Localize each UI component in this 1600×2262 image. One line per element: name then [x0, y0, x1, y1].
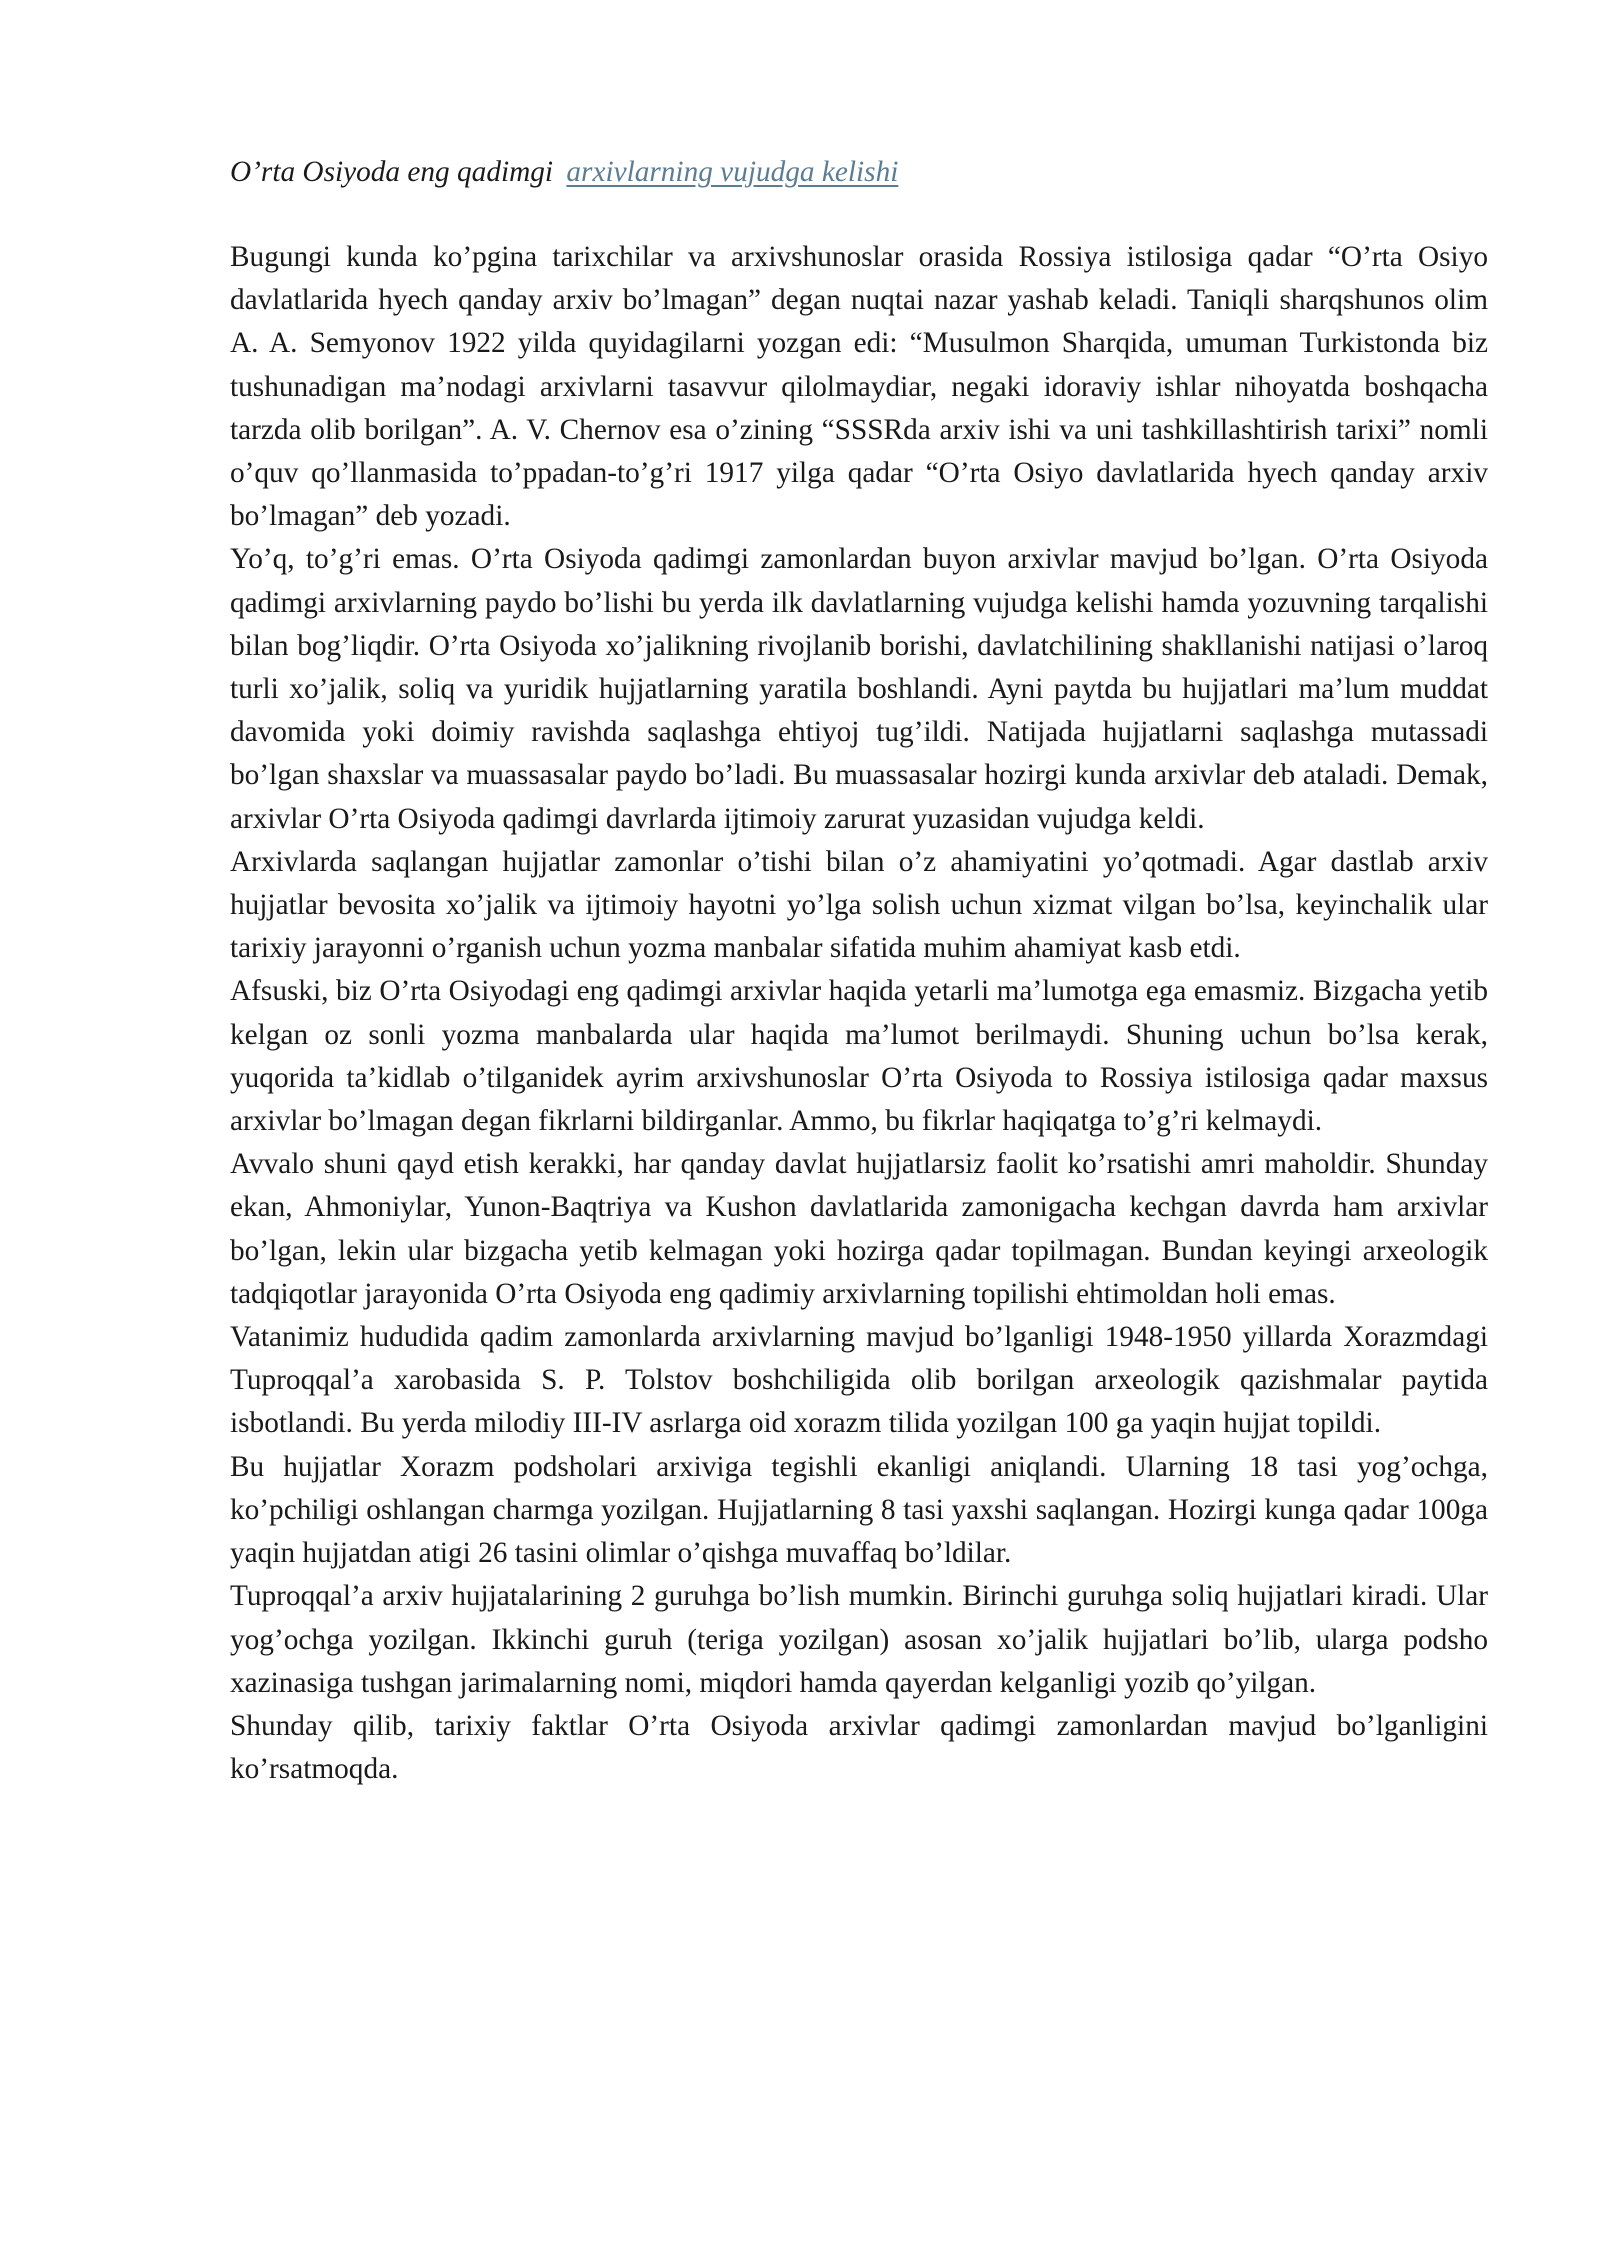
document-body — [230, 150, 1488, 1791]
paragraph-9: Shunday qilib, tarixiy faktlar O’rta Osiyoda arxivlar qadimgi zamonlardan mavjud bo’lganligini ko’rsatmoqda. — [230, 1709, 1488, 1786]
paragraph-8: Tuproqqal’a arxiv hujjatalarining 2 guruhga bo’lish mumkin. Birinchi guruhga soliq hujjatlari kiradi. Ular yog’ochga yozilgan. Ikkinchi guruh (teriga yozilgan) asosan xo’jalik hujjatlari bo’lib, ularga podsho xazinasiga tushgan jarimalarning nomi, miqdori hamda qayerdan kelganligi yozib qo’yilgan. — [230, 1580, 1488, 1699]
title-text: O’rta Osiyoda eng qadimgi — [230, 156, 554, 188]
paragraph-2: Yo’q, to’g’ri emas. O’rta Osiyoda qadimgi zamonlardan buyon arxivlar mavjud bo’lgan. O’rta Osiyoda qadimgi arxivlarning paydo bo’lishi bu yerda ilk davlatlarning vujudga kelishi hamda yozuvning tarqalishi bilan bog’liqdir. O’rta Osiyoda xo’jalikning rivojlanib borishi, davlatchilining shakllanishi natijasi o’laroq turli xo’jalik, soliq va yuridik hujjatlarning yaratila boshlandi. Ayni paytda bu hujjatlari ma’lum muddat davomida yoki doimiy ravishda saqlashga ehtiyoj tug’ildi. Natijada hujjatlarni saqlashga mutassadi bo’lgan shaxslar va muassasalar paydo bo’ladi. Bu muassasalar hozirgi kunda arxivlar deb ataladi. Demak, arxivlar O’rta Osiyoda qadimgi davrlarda ijtimoiy zarurat yuzasidan vujudga keldi. — [230, 543, 1488, 835]
paragraph-4: Afsuski, biz O’rta Osiyodagi eng qadimgi arxivlar haqida yetarli ma’lumotga ega emasmiz. Bizgacha yetib kelgan oz sonli yozma manbalarda ular haqida ma’lumot berilmaydi. Shuning uchun bo’lsa kerak, yuqorida ta’kidlab o’tilganidek ayrim arxivshunoslar O’rta Osiyoda to Rossiya istilosiga qadar maxsus arxivlar bo’lmagan degan fikrlarni bildirganlar. Ammo, bu fikrlar haqiqatga to’g’ri kelmaydi. — [230, 975, 1488, 1138]
title-link[interactable]: arxivlarning vujudga kelishi — [566, 156, 899, 188]
paragraph-6: Vatanimiz hududida qadim zamonlarda arxivlarning mavjud bo’lganligi 1948-1950 yillarda Xorazmdagi Tuproqqal’a xarobasida S. P. Tolstov boshchiligida olib borilgan arxeologik qazishmalar paytida isbotlandi. Bu yerda milodiy III-IV asrlarga oid xorazm tilida yozilgan 100 ga yaqin hujjat topildi. — [230, 1321, 1488, 1440]
paragraph-1: Bugungi kunda ko’pgina tarixchilar va arxivshunoslar orasida Rossiya istilosiga qadar “O’rta Osiyo davlatlarida hyech qanday arxiv bo’lmagan” degan nuqtai nazar yashab keladi. Taniqli sharqshunos olim A. A. Semyonov 1922 yilda quyidagilarni yozgan edi: “Musulmon Sharqida, umuman Turkistonda biz tushunadigan ma’nodagi arxivlarni tasavvur qilolmaydiar, negaki idoraviy ishlar nihoyatda boshqacha tarzda olib borilgan”. A. V. Chernov esa o’zining “SSSRda arxiv ishi va uni tashkillashtirish tarixi” nomli o’quv qo’llanmasida to’ppadan-to’g’ri 1917 yilga qadar “O’rta Osiyo davlatlarida hyech qanday arxiv bo’lmagan” deb yozadi. — [230, 241, 1488, 533]
paragraph-7: Bu hujjatlar Xorazm podsholari arxiviga tegishli ekanligi aniqlandi. Ularning 18 tasi yog’ochga, ko’pchiligi oshlangan charmga yozilgan. Hujjatlarning 8 tasi yaxshi saqlangan. Hozirgi kunga qadar 100ga yaqin hujjatdan atigi 26 tasini olimlar o’qishga muvaffaq bo’ldilar. — [230, 1450, 1488, 1570]
paragraph-3: Arxivlarda saqlangan hujjatlar zamonlar o’tishi bilan o’z ahamiyatini yo’qotmadi. Agar dastlab arxiv hujjatlar bevosita xo’jalik va ijtimoiy hayotni yo’lga solish uchun xizmat vilgan bo’lsa, keyinchalik ular tarixiy jarayonni o’rganish uchun yozma manbalar sifatida muhim ahamiyat kasb etdi. — [230, 845, 1488, 965]
document-title — [230, 150, 1488, 194]
paragraph-5: Avvalo shuni qayd etish kerakki, har qanday davlat hujjatlarsiz faolit ko’rsatishi amri maholdir. Shunday ekan, Ahmoniylar, Yunon-Baqtriya va Kushon davlatlarida zamonigacha kechgan davrda ham arxivlar bo’lgan, lekin ular bizgacha yetib kelmagan yoki hozirga qadar topilmagan. Bundan keyingi arxeologik tadqiqotlar jarayonida O’rta Osiyoda eng qadimiy arxivlarning topilishi ehtimoldan holi emas. — [230, 1148, 1488, 1310]
